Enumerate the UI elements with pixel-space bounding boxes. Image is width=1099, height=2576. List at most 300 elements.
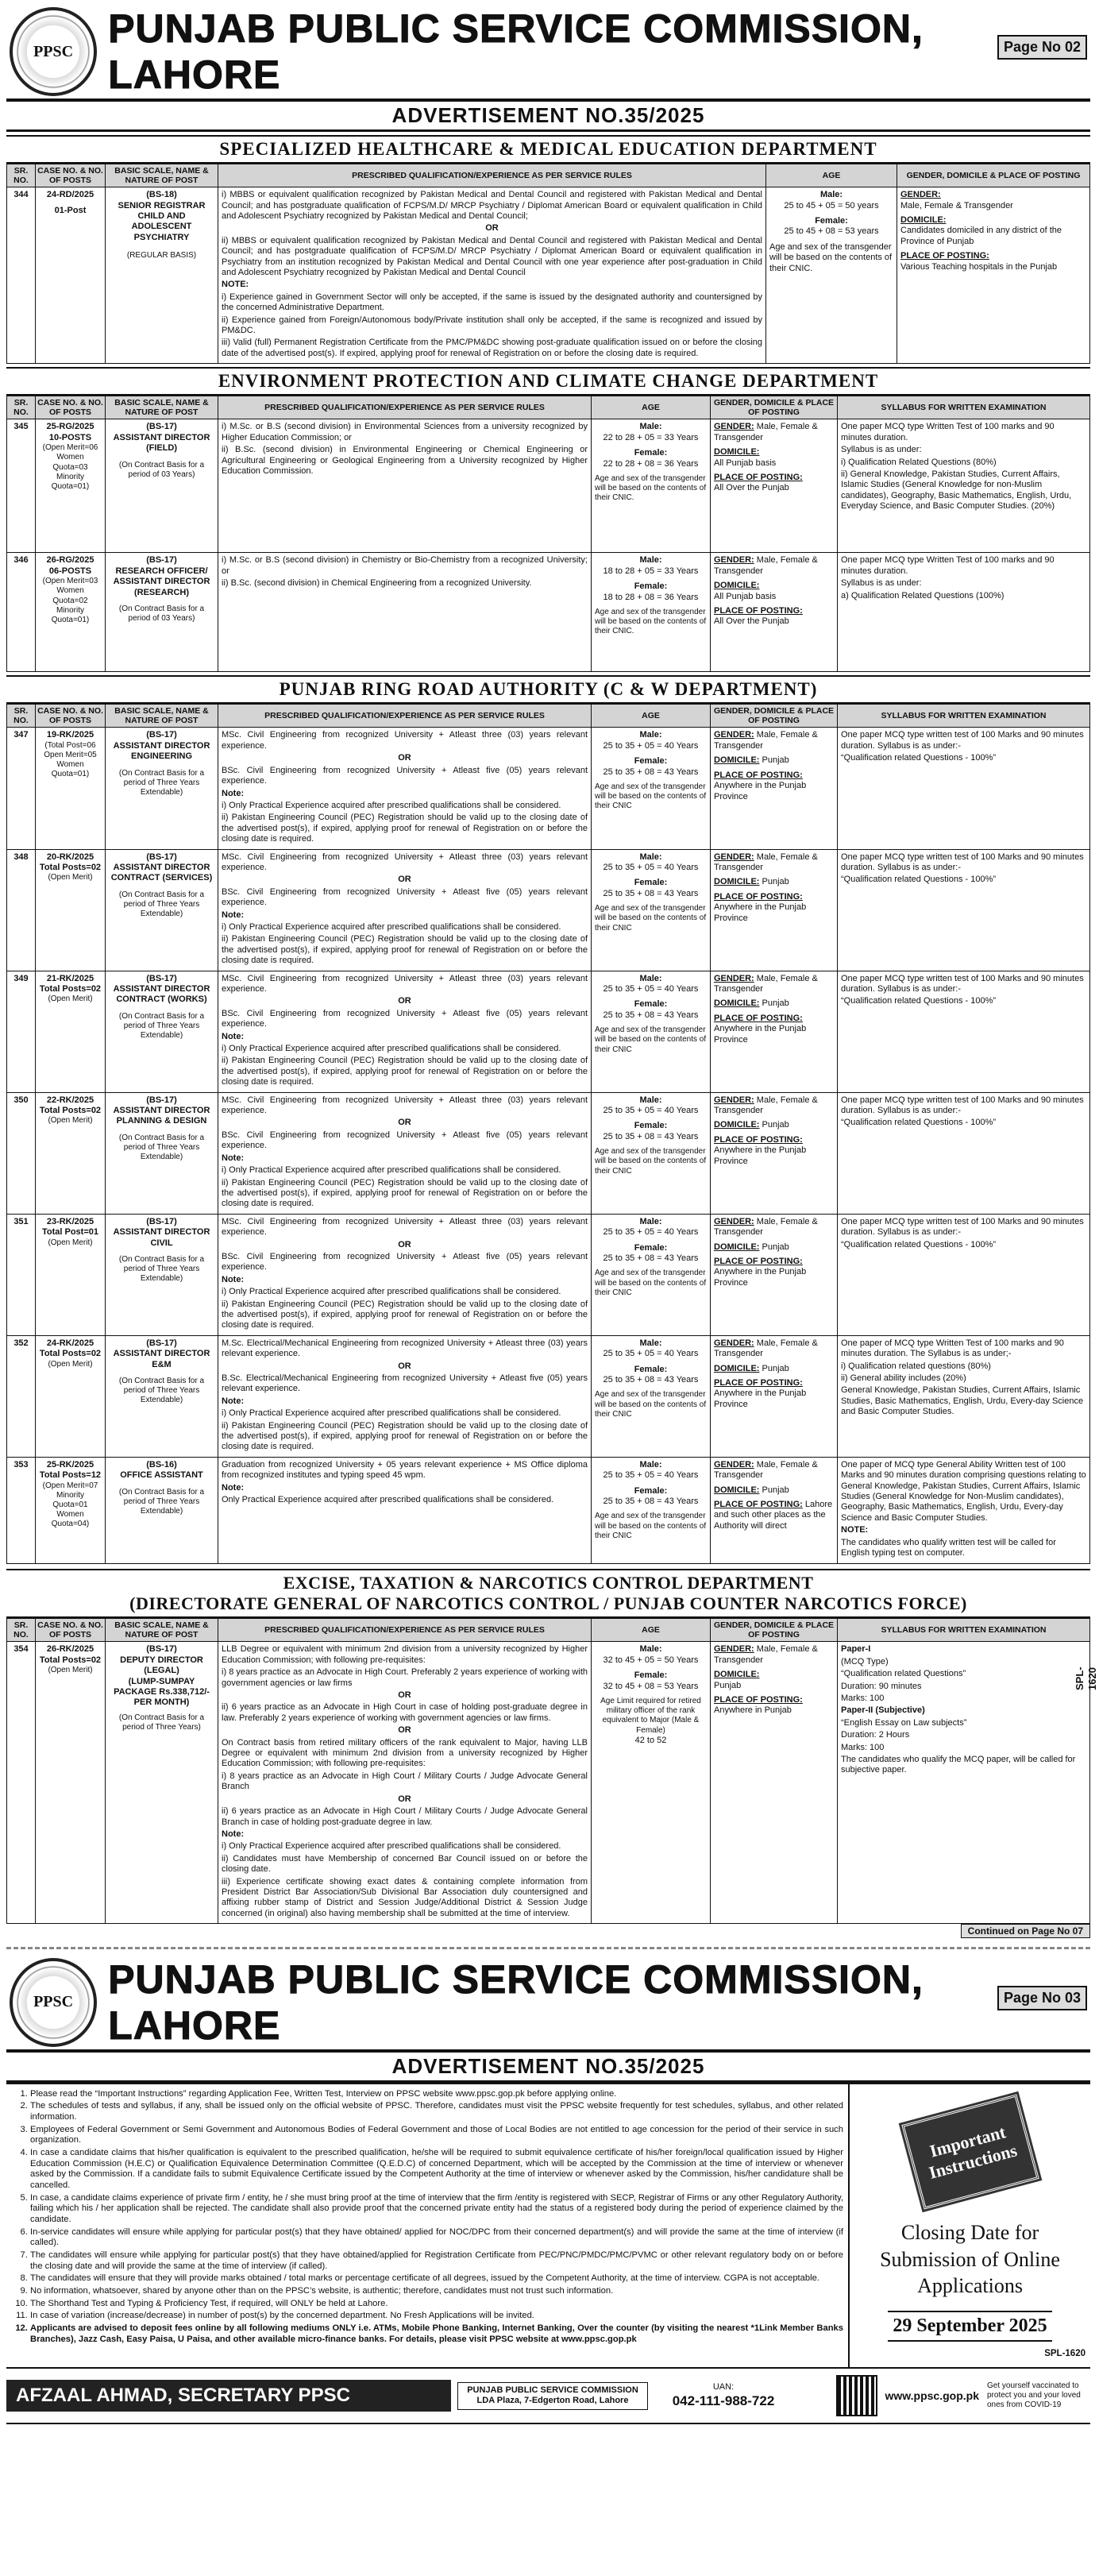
sr-no: 350 [7,1092,36,1214]
col-header: SYLLABUS FOR WRITTEN EXAMINATION [838,705,1090,728]
syllabus-cell: One paper MCQ type Written Test of 100 marks and 90 minutes duration. Syllabus is as under: a) Qualification Related Questions (100%) [838,553,1090,672]
sr-no: 351 [7,1214,36,1335]
nature: (On Contract Basis for a period of Three Years Extendable) [118,1377,205,1405]
syllabus-line: Duration: 2 Hours [841,1730,910,1740]
post-name: ASSISTANT DIRECTOR CIVIL [113,1227,210,1248]
qualification-line: ii) Pakistan Engineering Council (PEC) Registration should be valid up to the closing date of the advertised post(s), if expired, applying proof for renewal of Registration on or before the closing date is required. [222,1177,588,1209]
domicile-value: Punjab [762,1120,789,1130]
domicile-value: Punjab [762,1242,789,1252]
table-row [7,849,1090,971]
gender-label: GENDER: [714,852,754,862]
qualification-line: ii) Pakistan Engineering Council (PEC) Registration should be valid up to the closing date of the advertised post(s), if expired, applying proof for renewal of Registration on or before the closing date is required. [222,934,588,966]
syllabus-line: “Qualification related Questions - 100%” [841,1118,997,1128]
posting-label: PLACE OF POSTING: [714,1256,803,1266]
age-label: Female: [634,1485,668,1496]
post-cell: (BS-18) SENIOR REGISTRAR CHILD AND ADOLESCENT PSYCHIATRY (REGULAR BASIS) [106,187,218,364]
transgender-note: Age and sex of the transgender will be based on the contents of their CNIC [595,1269,707,1297]
age-cell [592,971,711,1092]
posting-value: Anywhere in the Punjab Province [714,1145,807,1166]
qualification-line: Note: [222,1031,245,1041]
gdp-cell [711,849,838,971]
age-label: Female: [634,1121,668,1131]
age-cell [592,728,711,849]
instruction-item: 10. The Shorthand Test and Typing & Proficiency Test, if required, will ONLY be held at Lahore. [30,2299,843,2310]
gender-label: GENDER: [714,730,754,740]
instruction-item: 7. The candidates will ensure while applying for particular post(s) that they have obtained/applied for Registration Certificate from PEC/PNC/PMDC/PMC/PVMC or other relevant regulatory body on or before the closing date and will provide the same at the time of interview (if called). [30,2250,843,2272]
spl-code: SPL-1620 [1044,2349,1086,2359]
scale: (BS-17) [146,1216,177,1226]
col-header: GENDER, DOMICILE & PLACE OF POSTING [711,705,838,728]
qualification-line: i) Only Practical Experience acquired after prescribed qualifications shall be considered. [222,1841,561,1852]
qualification-line: On Contract basis from retired military officers of the rank equivalent to Major, having LLB Degree or equivalent with minimum 2nd division from a university recognized by Higher Education Commission; with following pre-requisites: [222,1737,588,1769]
domicile-label: DOMICILE: [714,755,760,766]
nature: (On Contract Basis for a period of Three Years Extendable) [118,1133,205,1162]
gender [714,1338,834,1360]
domicile [714,1120,834,1130]
scale: (BS-17) [146,1095,177,1105]
spl-code-vertical: SPL-1620 [1074,1666,1098,1690]
domicile-label: DOMICILE: [714,1120,760,1130]
qualification-line: B.Sc. Electrical/Mechanical Engineering from recognized University + Atleast five (05) years relevant experience. [222,1373,588,1394]
dept-heading-environment: ENVIRONMENT PROTECTION AND CLIMATE CHANGE DEPARTMENT [6,367,1090,396]
page-number: Page No 02 [997,35,1087,60]
col-header: AGE [766,164,897,187]
age-cell: Male: 32 to 45 + 05 = 50 Years Female: 32 to 45 + 08 = 53 Years Age Limit required for retired military officer of the rank equivalent to Major (Male & Female) 42 to 52 [592,1642,711,1924]
excise-table [6,1618,1090,1924]
col-header: CASE NO. & NO. OF POSTS [36,705,106,728]
domicile-label: DOMICILE: [714,998,760,1009]
table-row [7,553,1090,672]
case-cell: 25-RG/2025 10-POSTS (Open Merit=06 Women Quota=03 Minority Quota=01) [36,419,106,553]
case-no: 20-RK/2025 [46,852,94,862]
domicile-value: Punjab [762,877,789,887]
qualification-line: ii) 6 years practice as an Advocate in High Court / Military Courts / Judge Advocate General Branch in case of holding post-graduate degree in law. [222,1806,588,1827]
advertisement-number: ADVERTISEMENT NO.35/2025 [6,2053,1090,2083]
healthcare-table [6,164,1090,364]
qualification-line: OR [398,875,411,885]
qualification-line: MSc. Civil Engineering from recognized University + Atleast three (03) years relevant experience. [222,1095,588,1116]
age-label: Female: [634,756,668,767]
gender [714,1460,834,1481]
gdp-cell: GENDER: Male, Female & Transgender DOMICILE: All Punjab basis PLACE OF POSTING: All Over the Punjab [711,419,838,553]
col-header: SR. NO. [7,1619,36,1642]
syllabus-line: “Qualification related Questions - 100%” [841,753,997,763]
commission-title: PUNJAB PUBLIC SERVICE COMMISSION, LAHORE [108,6,924,97]
syllabus-line: i) Qualification related questions (80%) [841,1361,991,1371]
sr-no: 344 [7,187,36,364]
qualification-cell [218,849,592,971]
qualification-line: i) Only Practical Experience acquired after prescribed qualifications shall be considered. [222,1165,561,1176]
age-male: 25 to 35 + 05 = 40 Years [603,1227,699,1238]
qualification-cell: i) M.Sc. or B.S (second division) in Chemistry or Bio-Chemistry from a recognized University; or ii) B.Sc. (second division) in Chemical Engineering from a recognized University. [218,553,592,672]
qualification-line: Note: [222,1829,245,1839]
post-cell: (BS-17) RESEARCH OFFICER/ ASSISTANT DIRECTOR (RESEARCH) (On Contract Basis for a period of 03 Years) [106,553,218,672]
case-cell [36,971,106,1092]
syllabus-cell [838,1457,1090,1563]
posting [714,1257,834,1288]
syllabus-line: The candidates who qualify written test will be called for English typing test on computer. [841,1537,1056,1558]
gdp-cell: GENDER: Male, Female & Transgender DOMICILE: Punjab PLACE OF POSTING: Anywhere in Punjab [711,1642,838,1924]
syllabus-cell [838,1214,1090,1335]
quota: (Open Merit) [48,994,93,1004]
qualification-line: Note: [222,1482,245,1493]
table-row [7,187,1090,364]
case-cell [36,1092,106,1214]
footer [6,2369,1090,2424]
qualification-cell: i) MBBS or equivalent qualification recognized by Pakistan Medical and Dental Council and registered with Pakistan Medical and Dental Council; and has postgraduate qualification of FCPS/M.D/ MRCP Psychiatry / Diplomat American Board or equivalent qualification in Child and Adolescent Psychiatry recognized by Pakistan Medical and Dental Council; OR ii) MBBS or equivalent qualification recognized by Pakistan Medical and Dental Council and registered with Pakistan Medical and Dental Council; and has postgraduate qualification of FCPS/M.D/ MRCP Psychiatry / Diplomat American Board or equivalent qualification in Psychiatry from an institution recognized by Pakistan Medical and Dental Council with one year experience after post-graduation in Child and Adolescent Psychiatry recognized by Pakistan Medical and Dental Council NOTE: i) Experience gained in Government Sector will only be accepted, if the same is issued by the designated authority and countersigned by the concerned Administrative Department. ii) Experience gained from Foreign/Autonomous body/Private institution shall only be accepted, if the same is recognized and issued by PM&DC. iii) Valid (full) Permanent Registration Certificate from the PMC/PM&DC showing post-graduate qualification issued on or before the closing date of the advertised post(s). If expired, applying proof for renewal of Registration on or before the closing date is required. [218,187,766,364]
syllabus-line: “Qualification related Questions - 100%” [841,1239,997,1249]
transgender-note: Age and sex of the transgender will be based on the contents of their CNIC [595,904,707,933]
posting-value: Anywhere in the Punjab Province [714,1024,807,1045]
syllabus-line: “Qualification related Questions - 100%” [841,996,997,1006]
instruction-item: 2. The schedules of tests and syllabus, if any, shall be issued only on the official website of PPSC. Therefore, candidates must visit the PPSC website frequently for test schedules, syllabus, and other related information. [30,2101,843,2122]
age-label: Female: [634,1242,668,1253]
qualification-line: i) 8 years practice as an Advocate in High Court. Preferably 2 years experience of working with government agencies or law firms [222,1667,588,1688]
qualification-line: ii) Pakistan Engineering Council (PEC) Registration should be valid up to the closing date of the advertised post(s), if expired, applying proof for renewal of Registration on or before the closing date is required. [222,813,588,844]
instruction-item: 4. In case a candidate claims that his/her qualification is equivalent to the prescribed qualification, he/she will be required to submit equivalence certificate of his/her foreign/local qualification issued by Higher Education Commission (H.E.C) or Qualification Equivalence Determination Committee (Q.E.D.C) of concerned Department, which will be accepted by the Commission at the time of interview or whenever asked by the Commission. If a candidate fails to submit Equivalence Certificate issued by the Competent Authority at the time of interview or whenever asked by the Commission, his/her candidature shall be cancelled. [30,2148,843,2192]
qr-code-icon [836,2375,877,2416]
col-header: SR. NO. [7,164,36,187]
ppsc-logo: PPSC [10,1958,97,2047]
gender [714,852,834,874]
qualification-line: Note: [222,788,245,798]
col-header: GENDER, DOMICILE & PLACE OF POSTING [897,164,1090,187]
posting-value: Anywhere in the Punjab Province [714,902,807,923]
age-female: 25 to 35 + 08 = 43 Years [603,888,699,898]
ppsc-logo: PPSC [10,7,97,96]
col-header: PRESCRIBED QUALIFICATION/EXPERIENCE AS PER SERVICE RULES [218,705,592,728]
col-header: BASIC SCALE, NAME & NATURE OF POST [106,396,218,419]
qualification-line: ii) Pakistan Engineering Council (PEC) Registration should be valid up to the closing date of the advertised post(s), if expired, applying proof for renewal of Registration on or before the closing date is required. [222,1299,588,1330]
syllabus-cell [838,728,1090,849]
posting [714,1378,834,1410]
table-row [7,1214,1090,1335]
domicile-value: Punjab [762,1485,789,1495]
qualification-line: BSc. Civil Engineering from recognized University + Atleast five (05) years relevant experience. [222,1008,588,1029]
sr-no: 349 [7,971,36,1092]
posting [714,1500,834,1531]
qualification-line: ii) Candidates must have Membership of concerned Bar Council issued on or before the closing date. [222,1853,588,1875]
advertisement-number: ADVERTISEMENT NO.35/2025 [6,102,1090,132]
table-row [7,1092,1090,1214]
case-cell [36,1457,106,1563]
scale: (BS-17) [146,730,177,740]
table-row [7,971,1090,1092]
posting-label: PLACE OF POSTING: [714,891,803,902]
closing-date: 29 September 2025 [888,2311,1051,2342]
age-female: 25 to 35 + 08 = 43 Years [603,1497,699,1507]
col-header: BASIC SCALE, NAME & NATURE OF POST [106,164,218,187]
qualification-line: OR [398,1118,411,1128]
qualification-line: iii) Experience certificate showing exact dates & containing complete information from President District Bar Association/Sub Divisional Bar Association duly countersigned and affixing rubber stamp of District and Session Judge/Additional District & Session Judge concerned (in original) also having membership shall be submitted at the time of interview. [222,1876,588,1918]
syllabus-line: (MCQ Type) [841,1656,889,1666]
syllabus-line: “English Essay on Law subjects” [841,1717,967,1728]
qualification-line: BSc. Civil Engineering from recognized University + Atleast five (05) years relevant experience. [222,886,588,908]
case-cell: 26-RG/2025 06-POSTS (Open Merit=03 Women Quota=02 Minority Quota=01) [36,553,106,672]
post-cell: (BS-17) ASSISTANT DIRECTOR (FIELD) (On Contract Basis for a period of 03 Years) [106,419,218,553]
important-instructions-stamp: Important Instructions [901,2094,1039,2209]
syllabus-line: Marks: 100 [841,1742,885,1752]
posts-count: Total Posts=02 [39,984,102,994]
gender-label: GENDER: [714,1095,754,1105]
syllabus-line: One paper MCQ type written test of 100 Marks and 90 minutes duration. Syllabus is as under:- [841,730,1084,751]
col-header: CASE NO. & NO. OF POSTS [36,396,106,419]
col-header: SR. NO. [7,396,36,419]
syllabus-line: One paper of MCQ type General Ability Written test of 100 Marks and 90 minutes duration comprising questions relating to General Knowledge, Pakistan Studies, Current Affairs, Islamic Studies (General Knowledge for Non-Muslim candidates), Geography, Basic Mathematics, English, Urdu, Every-day Science and Basic Computer Studies. [841,1459,1086,1523]
qualification-line: ii) 6 years practice as an Advocate in High Court in case of holding post-graduate degree in law. Preferably 2 years experience of working with government agencies or law firms. [222,1702,588,1723]
col-header: AGE [592,1619,711,1642]
domicile-label: DOMICILE: [714,1363,760,1373]
page-number: Page No 03 [997,1986,1087,2010]
case-cell [36,728,106,849]
syllabus-cell [838,849,1090,971]
post-name: ASSISTANT DIRECTOR PLANNING & DESIGN [113,1106,210,1126]
syllabus-line: Paper-I [841,1644,871,1655]
post-name: ASSISTANT DIRECTOR E&M [113,1349,210,1369]
case-no: 24-RK/2025 [46,1338,94,1348]
instructions-list [6,2084,848,2367]
syllabus-line: One paper MCQ type written test of 100 Marks and 90 minutes duration. Syllabus is as under:- [841,1216,1084,1238]
transgender-note: Age and sex of the transgender will be based on the contents of their CNIC [595,1512,707,1540]
age-female: 25 to 35 + 08 = 43 Years [603,1010,699,1020]
instruction-item: 6. In-service candidates will ensure while applying for particular post(s) that they have obtained/ applied for NOC/DPC from their concerned department(s) and will provide the same at the time of interview (if called). [30,2227,843,2249]
gdp-cell [711,1092,838,1214]
qualification-line: ii) Pakistan Engineering Council (PEC) Registration should be valid up to the closing date of the advertised post(s), if expired, applying proof for renewal of Registration on or before the closing date is required. [222,1420,588,1452]
gender-value: Male, Female & Transgender [714,1095,818,1116]
website-link[interactable]: www.ppsc.gop.pk [885,2389,979,2403]
post-name: ASSISTANT DIRECTOR CONTRACT (WORKS) [113,984,210,1005]
col-header: GENDER, DOMICILE & PLACE OF POSTING [711,396,838,419]
age-female: 25 to 35 + 08 = 43 Years [603,1375,699,1385]
post-cell [106,728,218,849]
secretary-name: AFZAAL AHMAD, SECRETARY PPSC [6,2380,451,2412]
qualification-cell [218,1092,592,1214]
posts-count: Total Posts=02 [39,1349,102,1359]
age-cell [592,849,711,971]
age-label: Male: [639,1216,662,1226]
age-label: Male: [639,1338,662,1348]
sr-no: 346 [7,553,36,672]
qualification-line: i) Only Practical Experience acquired after prescribed qualifications shall be considered. [222,800,561,810]
instruction-item: 12. Applicants are advised to deposit fees online by all following mediums ONLY i.e. ATMs, Mobile Phone Banking, Internet Banking, Over the counter (by visiting the nearest *1Link Member Banks Branches), Jazz Cash, Easy Paisa, U Paisa, and other available micro-finance banks. For details, please visit PPSC website at www.ppsc.gop.pk [30,2323,843,2345]
age-male: 25 to 35 + 05 = 40 Years [603,740,699,751]
case-cell: 24-RD/2025 01-Post [36,187,106,364]
syllabus-line: Duration: 90 minutes [841,1681,922,1691]
age-female: 25 to 35 + 08 = 43 Years [603,1253,699,1263]
age-cell [592,1335,711,1457]
table-row [7,1642,1090,1924]
table-row [7,1457,1090,1563]
post-cell [106,971,218,1092]
qualification-line: Graduation from recognized University + 05 years relevant experience + MS Office diploma from recognized institutes and typing speed 45 wpm. [222,1459,588,1481]
domicile-value: Punjab [762,1363,789,1373]
posts-count: Total Posts=12 [39,1470,102,1481]
syllabus-line: One paper of MCQ type Written Test of 100 marks and 90 minutes duration. The Syllabus is as under;- [841,1338,1064,1359]
age-male: 25 to 35 + 05 = 40 Years [603,862,699,872]
posting [714,892,834,924]
posting [714,1014,834,1045]
qualification-line: i) 8 years practice as an Advocate in High Court / Military Courts / Judge Advocate General Branch [222,1771,588,1792]
instruction-item: 8. The candidates will ensure that they will provide marks obtained / total marks or percentage certificate of all degrees, issued by the Competent Authority, at the time of interview. CGPA is not acceptable. [30,2273,843,2284]
col-header: SR. NO. [7,705,36,728]
domicile-label: DOMICILE: [714,1242,760,1252]
col-header: BASIC SCALE, NAME & NATURE OF POST [106,705,218,728]
qualification-cell [218,1335,592,1457]
domicile-value: Punjab [762,755,789,766]
age-label: Male: [639,973,662,983]
col-header: AGE [592,705,711,728]
col-header: PRESCRIBED QUALIFICATION/EXPERIENCE AS PER SERVICE RULES [218,396,592,419]
col-header: CASE NO. & NO. OF POSTS [36,1619,106,1642]
qualification-cell [218,1642,592,1924]
qualification-line: OR [398,1239,411,1249]
header [6,5,1090,102]
environment-table [6,396,1090,672]
qualification-line: ii) Pakistan Engineering Council (PEC) Registration should be valid up to the closing date of the advertised post(s), if expired, applying proof for renewal of Registration on or before the closing date is required. [222,1056,588,1087]
posts-count: Total Posts=02 [39,1106,102,1116]
qualification-line: OR [398,1794,411,1804]
qualification-line: i) Only Practical Experience acquired after prescribed qualifications shall be considered. [222,1408,561,1419]
col-header: AGE [592,396,711,419]
posting-value: Anywhere in the Punjab Province [714,781,807,801]
col-header: BASIC SCALE, NAME & NATURE OF POST [106,1619,218,1642]
scale: (BS-16) [146,1459,177,1470]
qualification-line: OR [398,996,411,1006]
gender [714,1217,834,1238]
ring-road-table [6,704,1090,1563]
instruction-item: 5. In case, a candidate claims experience of private firm / entity, he / she must bring proof at the time of interview that the firm /entity is registered with SECP, Registrar of Firms or any other Regulatory Authority, failing which his / her application shall be rejected. The candidate shall also provide proof that the concerned private entity had the status of a registered body during the period of experience claimed by the candidate. [30,2193,843,2226]
gender [714,730,834,751]
age-cell [592,1092,711,1214]
domicile [714,1485,834,1496]
continued-note: Continued on Page No 07 [6,1925,1090,1937]
posting-label: PLACE OF POSTING: [714,1013,803,1023]
posting-label: PLACE OF POSTING: [714,770,803,780]
qualification-line: MSc. Civil Engineering from recognized University + Atleast three (03) years relevant experience. [222,973,588,994]
age-male: 25 to 35 + 05 = 40 Years [603,1470,699,1481]
age-label: Male: [639,1095,662,1105]
post-cell [106,849,218,971]
syllabus-line: ii) General ability includes (20%) [841,1373,966,1383]
quota: (Open Merit) [48,873,93,882]
col-header: PRESCRIBED QUALIFICATION/EXPERIENCE AS PER SERVICE RULES [218,164,766,187]
qualification-cell [218,1457,592,1563]
age-female: 25 to 35 + 08 = 43 Years [603,1131,699,1141]
syllabus-cell [838,1642,1090,1924]
domicile [714,877,834,887]
post-cell [106,1214,218,1335]
sr-no: 354 [7,1642,36,1924]
uan-box: UAN: 042-111-988-722 [672,2382,775,2408]
age-label: Male: [639,1459,662,1470]
dept-heading-excise: EXCISE, TAXATION & NARCOTICS CONTROL DEPARTMENT (DIRECTORATE GENERAL OF NARCOTICS CONTROL / PUNJAB COUNTER NARCOTICS FORCE) [6,1569,1090,1619]
gdp-cell [711,971,838,1092]
post-cell [106,1457,218,1563]
age-cell [592,1457,711,1563]
scale: (BS-17) [146,1338,177,1348]
transgender-note: Age and sex of the transgender will be based on the contents of their CNIC [595,1025,707,1054]
posts-count: Total Posts=02 [39,862,102,872]
instruction-item: 9. No information, whatsoever, shared by anyone other than on the PPSC’s website, is authentic; therefore, candidates must not trust such information. [30,2286,843,2297]
domicile [714,755,834,766]
age-label: Male: [639,730,662,740]
gender-value: Male, Female & Transgender [714,730,818,751]
syllabus-line: NOTE: [841,1525,869,1535]
instruction-item: 3. Employees of Federal Government or Semi Government and Autonomous Bodies of Federal Government and those of Local Bodies are not entitled to age concession for the period of their service in such organization. [30,2125,843,2146]
case-cell [36,849,106,971]
instruction-item: 11. In case of variation (increase/decrease) in number of post(s) by the concerned department. No Fresh Applications will be invited. [30,2311,843,2322]
table-row [7,1335,1090,1457]
case-no: 19-RK/2025 [46,730,94,740]
quota: (Open Merit) [48,1359,93,1369]
gdp-cell [711,1335,838,1457]
qualification-line: Note: [222,1396,245,1406]
age-cell: Male: 22 to 28 + 05 = 33 Years Female: 22 to 28 + 08 = 36 Years Age and sex of the transgender will be based on the contents of their CNIC. [592,419,711,553]
domicile [714,1242,834,1253]
posting [714,770,834,802]
age-cell: Male: 18 to 28 + 05 = 33 Years Female: 18 to 28 + 08 = 36 Years Age and sex of the transgender will be based on the contents of their CNIC. [592,553,711,672]
case-no: 22-RK/2025 [46,1095,94,1105]
age-male: 25 to 35 + 05 = 40 Years [603,984,699,994]
gender [714,1095,834,1117]
qualification-line: BSc. Civil Engineering from recognized University + Atleast five (05) years relevant experience. [222,1251,588,1273]
col-header: SYLLABUS FOR WRITTEN EXAMINATION [838,1619,1090,1642]
qualification-line: OR [398,753,411,763]
col-header: PRESCRIBED QUALIFICATION/EXPERIENCE AS PER SERVICE RULES [218,1619,592,1642]
qualification-line: OR [398,1361,411,1371]
age-label: Female: [634,999,668,1010]
gdp-cell [711,1457,838,1563]
transgender-note: Age and sex of the transgender will be based on the contents of their CNIC [595,1147,707,1176]
syllabus-cell [838,1335,1090,1457]
posting [714,1135,834,1167]
qualification-line: OR [398,1725,411,1736]
domicile-label: DOMICILE: [714,877,760,887]
qualification-line: Note: [222,1274,245,1284]
qualification-line: Only Practical Experience acquired after prescribed qualifications shall be considered. [222,1495,554,1505]
post-cell [106,1092,218,1214]
col-header: SYLLABUS FOR WRITTEN EXAMINATION [838,396,1090,419]
domicile-value: Punjab [762,998,789,1009]
transgender-note: Age and sex of the transgender will be based on the contents of their CNIC [595,1390,707,1419]
gender-label: GENDER: [714,1459,754,1470]
syllabus-line: One paper MCQ type written test of 100 Marks and 90 minutes duration. Syllabus is as under:- [841,973,1084,994]
syllabus-cell [838,1092,1090,1214]
posting-label: PLACE OF POSTING: [714,1134,803,1145]
case-cell: 26-RK/2025 Total Posts=02 (Open Merit) [36,1642,106,1924]
instructions-section [6,2083,1090,2369]
syllabus-cell: One paper MCQ type Written Test of 100 marks and 90 minutes duration. Syllabus is as under: i) Qualification Related Questions (80%) ii) General Knowledge, Pakistan Studies, Current Affairs, Islamic Studies (General Knowledge for non-Muslim candidates), Geography, Basic Mathematics, English, Urdu, Everyday Science, and Basic Computer Studies. (20%) [838,419,1090,553]
age-label: Male: [639,852,662,862]
dept-heading-healthcare: SPECIALIZED HEALTHCARE & MEDICAL EDUCATION DEPARTMENT [6,135,1090,164]
nature: (On Contract Basis for a period of Three Years Extendable) [118,1487,205,1516]
qualification-line: MSc. Civil Engineering from recognized University + Atleast three (03) years relevant experience. [222,1216,588,1238]
age-label: Female: [634,1364,668,1374]
syllabus-line: General Knowledge, Pakistan Studies, Current Affairs, Islamic Studies, Basic Mathematics, English, Urdu, Every-day Science and Basic Computer Studies. [841,1385,1084,1417]
qualification-line: OR [398,1690,411,1701]
posts-count: Total Post=01 [41,1227,98,1238]
header-page3 [6,1956,1090,2053]
syllabus-line: “Qualification related Questions - 100%” [841,875,997,885]
syllabus-line: One paper MCQ type written test of 100 Marks and 90 minutes duration. Syllabus is as under:- [841,852,1084,872]
post-name: OFFICE ASSISTANT [120,1470,203,1481]
qualification-line: LLB Degree or equivalent with minimum 2nd division from a university recognized by Higher Education Commission; with following pre-requisites: [222,1644,588,1665]
age-cell: Male: 25 to 45 + 05 = 50 years Female: 25 to 45 + 08 = 53 years Age and sex of the transgender will be based on the contents of their CNIC. [766,187,897,364]
gender-label: GENDER: [714,1216,754,1226]
gdp-cell: GENDER: Male, Female & Transgender DOMICILE: All Punjab basis PLACE OF POSTING: All Over the Punjab [711,553,838,672]
domicile-label: DOMICILE: [714,1485,760,1495]
syllabus-cell [838,971,1090,1092]
